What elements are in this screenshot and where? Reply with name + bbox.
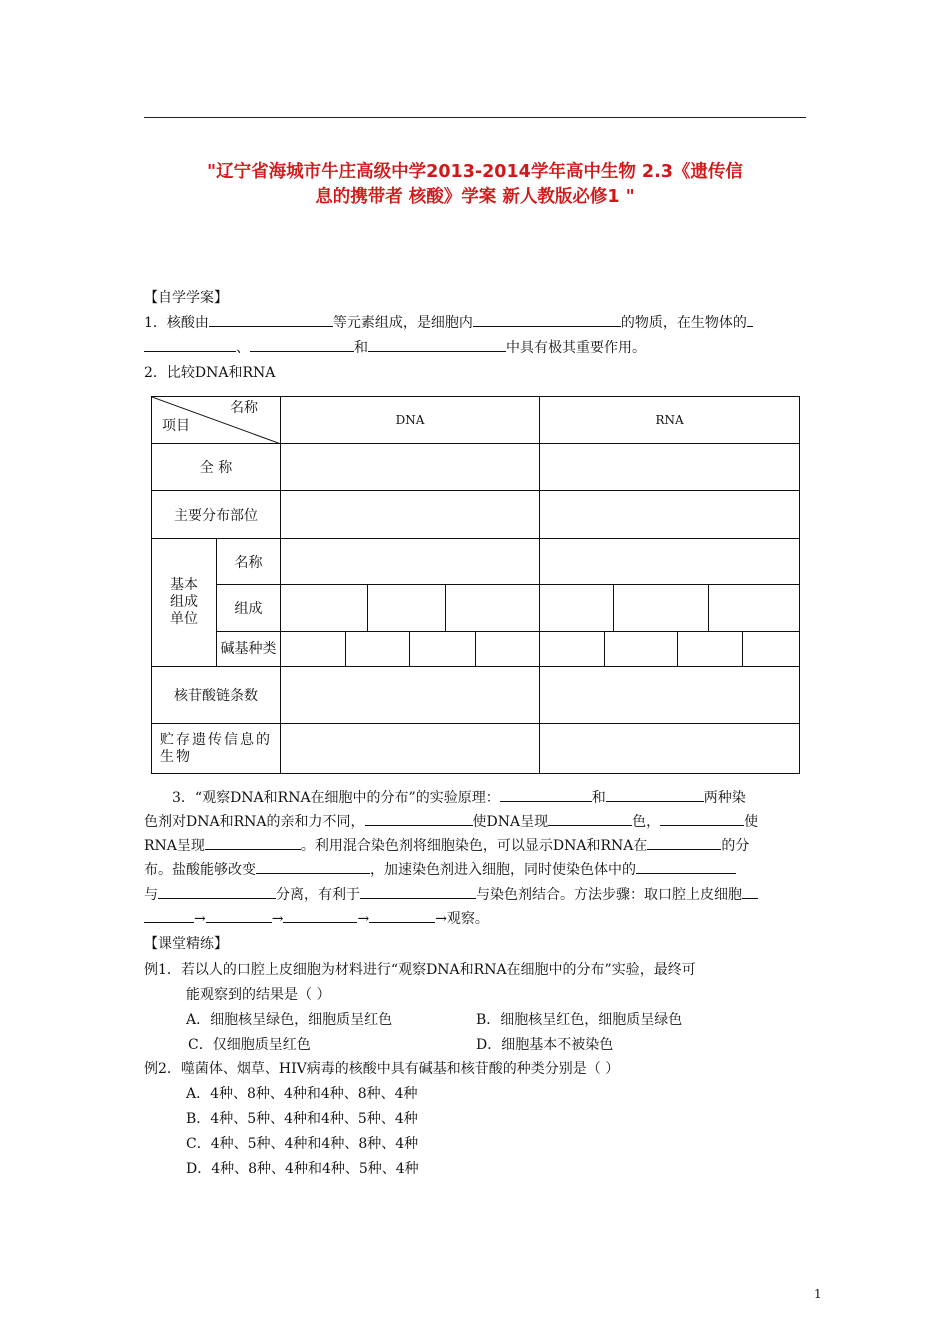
example-2-option-a[interactable]: A．4种、8种、4种和4种、8种、4种: [186, 1086, 418, 1102]
rna-base-cell[interactable]: [540, 632, 605, 667]
q3-blank-dna-stain[interactable]: [365, 810, 473, 826]
cell-dna-unit-name[interactable]: [281, 539, 540, 585]
dna-composition-part[interactable]: [368, 585, 446, 631]
question-3-line-5: [144, 883, 758, 907]
dna-base-cell[interactable]: [476, 632, 540, 667]
question-3-line-3: [144, 834, 749, 858]
q1-text-d: 、: [236, 340, 250, 356]
rna-composition-part[interactable]: [614, 585, 709, 631]
corner-label-name: 名称: [230, 400, 258, 416]
q3-text: 3．“观察DNA和RNA在细胞中的分布”的实验原理：: [172, 790, 500, 806]
question-3-line-6: [144, 907, 489, 931]
q3-blank-separated[interactable]: [158, 883, 276, 899]
cell-rna-location[interactable]: [540, 491, 800, 539]
example-1-option-d[interactable]: D．细胞基本不被染色: [476, 1037, 614, 1053]
q1-blank-role-3[interactable]: [368, 336, 506, 352]
q3-text: RNA呈现: [144, 838, 205, 854]
sub-label-base: 碱基种类: [217, 632, 281, 667]
q3-text: 与染色剂结合。方法步骤：取口腔上皮细胞: [476, 887, 742, 903]
q3-blank-step-3[interactable]: [283, 907, 357, 923]
q3-blank-step-2[interactable]: [206, 907, 272, 923]
q3-text: 色，: [632, 814, 661, 830]
q3-text: 与: [144, 887, 158, 903]
arrow-icon: →: [357, 911, 370, 927]
q1-blank-role-start[interactable]: [747, 311, 753, 327]
q1-blank-role-2[interactable]: [250, 336, 354, 352]
cell-dna-chains[interactable]: [281, 667, 540, 724]
q3-text: →观察。: [435, 911, 489, 927]
q3-text: 分离，有利于: [276, 887, 360, 903]
example-2-option-b[interactable]: B．4种、5种、4种和4种、5种、4种: [186, 1111, 418, 1127]
cell-rna-unit-name[interactable]: [540, 539, 800, 585]
document-title: [140, 160, 810, 210]
sub-label-name: 名称: [217, 539, 281, 585]
rna-base-cell[interactable]: [678, 632, 743, 667]
row-label-location: 主要分布部位: [152, 491, 281, 539]
example-2-option-c[interactable]: C．4种、5种、4种和4种、8种、4种: [186, 1136, 419, 1152]
q1-text-c: 的物质，在生物体的: [620, 315, 747, 331]
cell-dna-organisms[interactable]: [281, 724, 540, 774]
question-1-line-2: [144, 336, 646, 360]
dna-base-cell[interactable]: [281, 632, 346, 667]
cell-rna-fullname[interactable]: [540, 444, 800, 491]
q3-text: 布。盐酸能够改变: [144, 862, 256, 878]
title-line-1: "辽宁省海城市牛庄高级中学2013-2014学年高中生物 2.3《遗传信: [207, 162, 743, 182]
cell-dna-location[interactable]: [281, 491, 540, 539]
q3-blank-permeability[interactable]: [256, 858, 370, 874]
dna-rna-comparison-table: [151, 396, 800, 774]
q3-blank-step-1[interactable]: [144, 907, 194, 923]
q1-text-e: 和: [354, 340, 368, 356]
example-2-stem: 例2．噬菌体、烟草、HIV病毒的核酸中具有碱基和核苷酸的种类分别是（ ）: [144, 1061, 620, 1077]
question-1-line-1: [144, 311, 753, 335]
rna-composition-part[interactable]: [540, 585, 614, 631]
q1-blank-elements[interactable]: [209, 311, 333, 327]
corner-label-item: 项目: [162, 418, 190, 434]
q1-text-a: 1．核酸由: [144, 315, 209, 331]
col-header-rna: RNA: [540, 397, 800, 444]
q3-blank-dna-color[interactable]: [548, 810, 632, 826]
rna-composition-part[interactable]: [709, 585, 799, 631]
q3-text: 。利用混合染色剂将细胞染色，可以显示DNA和RNA在: [300, 838, 648, 854]
question-3-line-4: [144, 858, 736, 882]
rna-base-cell[interactable]: [743, 632, 800, 667]
q3-text: 的分: [721, 838, 750, 854]
question-2: 2．比较DNA和RNA: [144, 365, 276, 381]
q3-blank-step-start[interactable]: [742, 883, 758, 899]
dna-composition-part[interactable]: [281, 585, 368, 631]
q3-blank-step-4[interactable]: [369, 907, 435, 923]
q3-text: 使: [744, 814, 759, 830]
q1-text-b: 等元素组成，是细胞内: [332, 315, 473, 331]
question-3-line-2: [144, 810, 758, 834]
dna-base-cell[interactable]: [410, 632, 476, 667]
cell-rna-organisms[interactable]: [540, 724, 800, 774]
arrow-icon: →: [194, 911, 206, 927]
corner-header-cell: [152, 397, 281, 444]
example-1-option-c[interactable]: C．仅细胞质呈红色: [188, 1037, 311, 1053]
cell-dna-composition: [281, 585, 540, 632]
q3-blank-rna-color[interactable]: [205, 834, 301, 850]
arrow-icon: →: [271, 911, 284, 927]
cell-rna-chains[interactable]: [540, 667, 800, 724]
example-1-stem: 例1．若以人的口腔上皮细胞为材料进行“观察DNA和RNA在细胞中的分布”实验，最终可: [144, 962, 696, 978]
q1-text-f: 中具有极其重要作用。: [506, 340, 646, 356]
cell-rna-composition: [540, 585, 800, 632]
question-3-line-1: [172, 786, 746, 810]
cell-dna-fullname[interactable]: [281, 444, 540, 491]
example-1-option-a[interactable]: A．细胞核呈绿色，细胞质呈红色: [186, 1012, 393, 1028]
q3-text: 使DNA呈现: [472, 814, 549, 830]
row-label-unit: 基本组成单位: [152, 539, 217, 667]
q3-text: 和: [591, 790, 606, 806]
rna-base-cell[interactable]: [605, 632, 678, 667]
q3-blank-chromosome-part[interactable]: [636, 858, 736, 874]
q3-text: ，加速染色剂进入细胞，同时使染色体中的: [370, 862, 636, 878]
example-2-option-d[interactable]: D．4种、8种、4种和4种、5种、4种: [186, 1161, 419, 1177]
q3-blank-stain-1[interactable]: [500, 786, 592, 802]
col-header-dna: DNA: [281, 397, 540, 444]
q1-blank-function[interactable]: [473, 311, 621, 327]
dna-base-cell[interactable]: [346, 632, 410, 667]
example-1-option-b[interactable]: B．细胞核呈红色，细胞质呈绿色: [476, 1012, 683, 1028]
page-number: 1: [814, 1287, 822, 1301]
example-1-stem-2: 能观察到的结果是（ ）: [186, 987, 331, 1003]
q3-text: 色剂对DNA和RNA的亲和力不同，: [144, 814, 365, 830]
section-class-practice: 【课堂精练】: [144, 936, 228, 952]
row-label-organisms: 贮存遗传信息的生物: [152, 724, 281, 774]
header-rule: [144, 117, 806, 118]
section-self-study: 【自学学案】: [144, 290, 228, 306]
q3-blank-distribution[interactable]: [647, 834, 721, 850]
row-label-fullname: 全 称: [152, 444, 281, 491]
title-line-2: 息的携带者 核酸》学案 新人教版必修1 ": [315, 187, 635, 207]
dna-composition-part[interactable]: [446, 585, 539, 631]
q3-text: 两种染: [703, 790, 746, 806]
q3-blank-binding[interactable]: [360, 883, 476, 899]
sub-label-composition: 组成: [217, 585, 281, 632]
q3-blank-rna-stain[interactable]: [660, 810, 744, 826]
row-label-chains: 核苷酸链条数: [152, 667, 281, 724]
q1-blank-role-1[interactable]: [144, 336, 236, 352]
q3-blank-stain-2[interactable]: [606, 786, 704, 802]
